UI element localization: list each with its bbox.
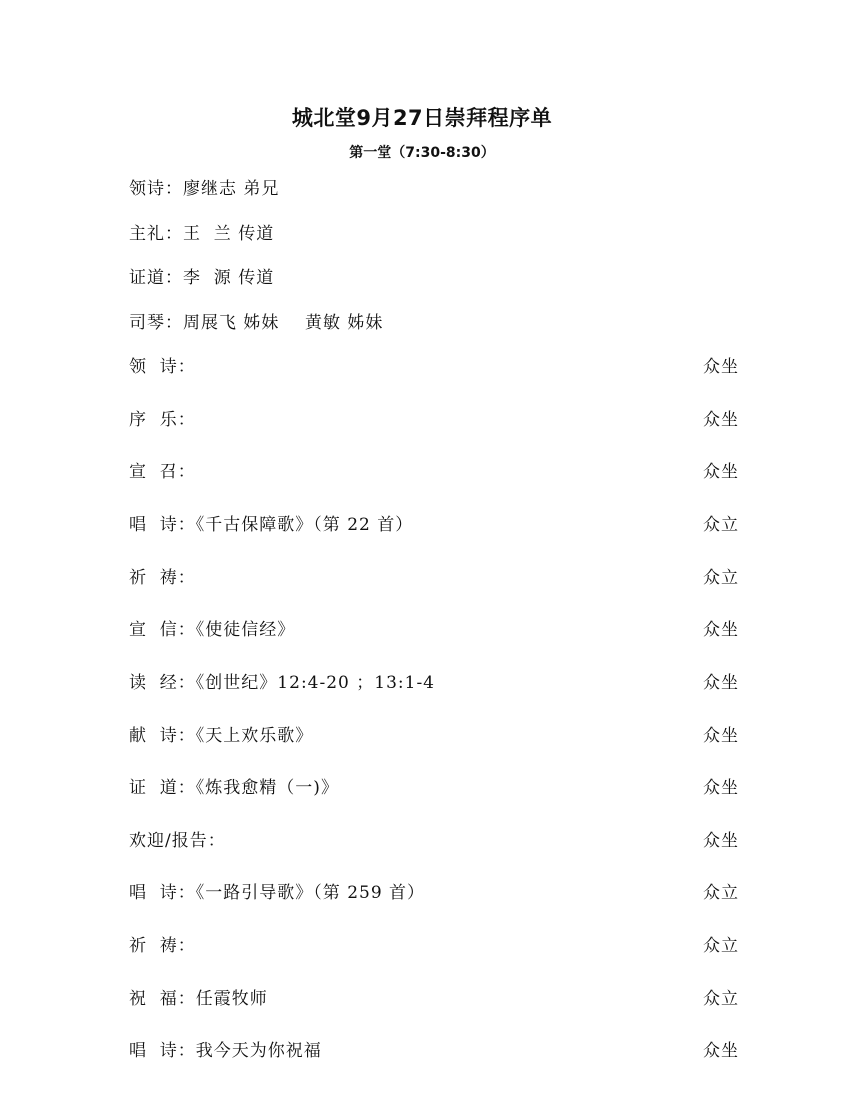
program-item-label: 祈 祷： xyxy=(129,568,196,588)
program-item xyxy=(129,984,739,1010)
program-item xyxy=(129,668,739,694)
program-item-label: 唱 诗：《千古保障歌》（第 22 首） xyxy=(129,515,414,535)
service-subtitle: 第一堂（7:30-8:30） xyxy=(349,145,495,161)
program-item xyxy=(129,773,739,799)
program-item-label: 唱 诗：我今天为你祝福 xyxy=(129,1041,322,1061)
program-item-label: 宣 召： xyxy=(129,462,196,482)
program-item xyxy=(129,615,739,641)
program-item-label: 读 经：《创世纪》12:4-20 ；13:1-4 xyxy=(129,673,435,693)
program-item-posture: 众坐 xyxy=(703,462,739,482)
program-item-posture: 众坐 xyxy=(703,778,739,798)
role-preacher: 证道：李 源 传道 xyxy=(129,268,275,288)
program-item-posture: 众坐 xyxy=(703,726,739,746)
program-item-posture: 众坐 xyxy=(703,410,739,430)
program-item xyxy=(129,878,739,904)
page-title: 城北堂9月27日崇拜程序单 xyxy=(291,106,553,130)
program-item-label: 宣 信：《使徒信经》 xyxy=(129,620,296,640)
role-worship-leader: 领诗：廖继志 弟兄 xyxy=(129,179,280,199)
program-item xyxy=(129,352,739,378)
program-item xyxy=(129,1036,739,1062)
program-item-posture: 众立 xyxy=(703,515,739,535)
program-item-posture: 众坐 xyxy=(703,620,739,640)
program-item-posture: 众坐 xyxy=(703,673,739,693)
program-item-label: 欢迎/报告： xyxy=(129,831,226,851)
program-item xyxy=(129,931,739,957)
program-item-label: 唱 诗：《一路引导歌》（第 259 首） xyxy=(129,883,426,903)
program-item-label: 祝 福：任霞牧师 xyxy=(129,989,268,1009)
role-presider: 主礼：王 兰 传道 xyxy=(129,224,275,244)
program-item-posture: 众立 xyxy=(703,568,739,588)
program-item-posture: 众坐 xyxy=(703,831,739,851)
program-item xyxy=(129,826,739,852)
program-item xyxy=(129,457,739,483)
program-item xyxy=(129,510,739,536)
program-item xyxy=(129,563,739,589)
program-item-label: 证 道：《炼我愈精（一)》 xyxy=(129,778,339,798)
program-item-label: 祈 祷： xyxy=(129,936,196,956)
role-pianist: 司琴：周展飞 姊妹 黄敏 姊妹 xyxy=(129,313,384,333)
program-item-posture: 众立 xyxy=(703,883,739,903)
program-item-posture: 众立 xyxy=(703,936,739,956)
program-item-posture: 众坐 xyxy=(703,1041,739,1061)
program-item xyxy=(129,721,739,747)
program-item-label: 领 诗： xyxy=(129,357,196,377)
program-item-posture: 众立 xyxy=(703,989,739,1009)
program-item xyxy=(129,405,739,431)
program-item-posture: 众坐 xyxy=(703,357,739,377)
program-item-label: 献 诗：《天上欢乐歌》 xyxy=(129,726,314,746)
program-item-label: 序 乐： xyxy=(129,410,196,430)
